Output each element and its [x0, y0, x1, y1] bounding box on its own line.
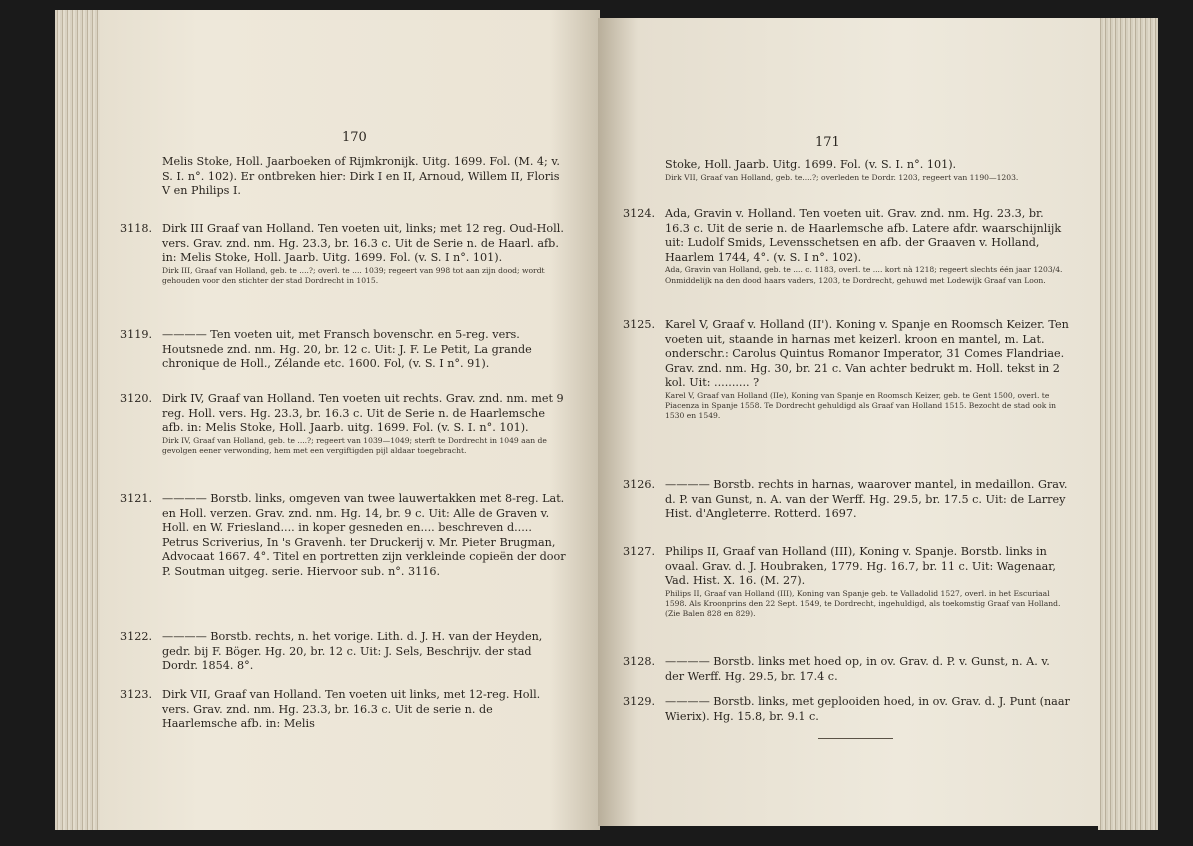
entry-text: ———— Borstb. links, omgeven van twee lauwertakken met 8-reg. Lat. en Holl. verzen. Grav. znd. nm. Hg. 14, br. 9 c. Uit: Alle de Graven v. Holl. en W. Friesland.... in koper gesneden en.... beschreven d..... Petrus Scriverius, In 's Gravenh. ter Druckerij v. Mr. Pieter Brugman, Advocaat 1667. 4°. Titel en portretten zijn verkleinde copieën der door P. Soutman uitgeg. serie. Hiervoor sub. n°. 3116. — [162, 492, 566, 578]
entry-text: ———— Borstb. links met hoed op, in ov. Grav. d. P. v. Gunst, n. A. v. der Werff. Hg. 29.5, br. 17.4 c. — [665, 655, 1050, 683]
entry-continued-left — [162, 155, 567, 199]
entry-3121 — [120, 492, 567, 580]
entry-3119 — [120, 328, 567, 372]
entry-number: 3122. — [120, 630, 153, 643]
entry-number: 3118. — [120, 222, 153, 235]
entry-note: Dirk IV, Graaf van Holland, geb. te ....?; regeert van 1039—1049; sterft te Dordrecht in 1049 aan de gevolgen eener verwonding, hem met een vergiftigden pijl aldaar toegebracht. — [162, 435, 547, 455]
entry-text: ———— Ten voeten uit, met Fransch bovenschr. en 5-reg. vers. Houtsnede znd. nm. Hg. 20, br. 12 c. Uit: J. F. Le Petit, La grande chronique de Holl., Zélande etc. 1600. Fol, (v. S. I n°. 91). — [162, 328, 532, 371]
left-page-edges — [55, 10, 105, 830]
entry-text: Philips II, Graaf van Holland (III), Koning v. Spanje. Borstb. links in ovaal. Grav. d. J. Houbraken, 1779. Hg. 16.7, br. 11 c. Uit: Wagenaar, Vad. Hist. X. 16. (M. 27). — [665, 545, 1056, 588]
entry-3118 — [120, 222, 567, 286]
entry-number: 3124. — [623, 207, 656, 220]
end-rule — [818, 738, 893, 739]
entry-number: 3120. — [120, 392, 153, 405]
entry-note: Karel V, Graaf van Holland (IIe), Koning van Spanje en Roomsch Keizer, geb. te Gent 1500, overl. te Piacenza in Spanje 1558. Te Dordrecht gehuldigd als Graaf van Holland 1515. Bezocht de stad ook in 1530 en 1549. — [665, 390, 1057, 421]
entry-text: Melis Stoke, Holl. Jaarboeken of Rijmkronijk. Uitg. 1699. Fol. (M. 4; v. S. I. n°. 102). Er ontbreken hier: Dirk I en II, Arnoud, Willem II, Floris V en Philips I. — [162, 155, 560, 198]
entry-number: 3128. — [623, 655, 656, 668]
entry-3128 — [623, 655, 1070, 684]
entry-note: Philips II, Graaf van Holland (III), Koning van Spanje geb. te Valladolid 1527, overl. in het Escuriaal 1598. Als Kroonprins den 22 Sept. 1549, te Dordrecht, ingehuldigd, als toekomstig Graaf van Holland. (Zie Balen 828 en 829). — [665, 588, 1061, 619]
right-page-edges — [1098, 18, 1158, 830]
right-page-number: 171 — [815, 135, 840, 150]
entry-text: Ada, Gravin v. Holland. Ten voeten uit. Grav. znd. nm. Hg. 23.3, br. 16.3 c. Uit de serie n. de Haarlemsche afb. Latere afdr. waarschijnlijk uit: Ludolf Smids, Levensschetsen en afb. der Graaven v. Holland, Haarlem 1744, 4°. (v. S. I n°. 102). — [665, 207, 1062, 264]
entry-number: 3119. — [120, 328, 153, 341]
entry-text: ———— Borstb. rechts in harnas, waarover mantel, in medaillon. Grav. d. P. van Gunst, n. A. van der Werff. Hg. 29.5, br. 17.5 c. Uit: de Larrey Hist. d'Angleterre. Rotterd. 1697. — [665, 478, 1068, 521]
entry-number: 3126. — [623, 478, 656, 491]
entry-number: 3123. — [120, 688, 153, 701]
entry-text: Karel V, Graaf v. Holland (II'). Koning v. Spanje en Roomsch Keizer. Ten voeten uit, staande in harnas met keizerl. kroon en mantel, m. Lat. onderschr.: Carolus Quintus Romanor Imperator, 31 Comes Flandriae. Grav. znd. nm. Hg. 30, br. 21 c. Van achter bedrukt m. Holl. tekst in 2 kol. Uit: .......... ? — [665, 318, 1069, 390]
entry-number: 3129. — [623, 695, 656, 708]
entry-continued-right — [665, 158, 1070, 183]
entry-number: 3127. — [623, 545, 656, 558]
entry-text: Dirk III Graaf van Holland. Ten voeten uit, links; met 12 reg. Oud-Holl. vers. Grav. znd. nm. Hg. 23.3, br. 16.3 c. Uit de Serie n. de Haarl. afb. in: Melis Stoke, Holl. Jaarb. Uitg. 1699. Fol. (v. S. I n°. 101). — [162, 222, 564, 265]
entry-3120 — [120, 392, 567, 456]
entry-3123 — [120, 688, 567, 732]
entry-3124 — [623, 207, 1070, 286]
entry-text: Dirk IV, Graaf van Holland. Ten voeten uit rechts. Grav. znd. nm. met 9 reg. Holl. vers. Hg. 23.3, br. 16.3 c. Uit de Serie n. de Haarlemsche afb. in: Melis Stoke, Holl. Jaarb. uitg. 1699. Fol. (v. S. I. n°. 101). — [162, 392, 564, 435]
entry-number: 3121. — [120, 492, 153, 505]
entry-text: Dirk VII, Graaf van Holland. Ten voeten uit links, met 12-reg. Holl. vers. Grav. znd. nm. Hg. 23.3, br. 16.3 c. Uit de serie n. de Haarlemsche afb. in: Melis — [162, 688, 541, 731]
entry-note: Dirk III, Graaf van Holland, geb. te ....?; overl. te .... 1039; regeert van 998 tot aan zijn dood; wordt gehouden voor den stichter der stad Dordrecht in 1015. — [162, 265, 545, 285]
entry-number: 3125. — [623, 318, 656, 331]
entry-text: Stoke, Holl. Jaarb. Uitg. 1699. Fol. (v. S. I. n°. 101). — [665, 158, 957, 171]
entry-note: Ada, Gravin van Holland, geb. te .... c. 1183, overl. te .... kort nà 1218; regeert slechts één jaar 1203/4. Onmiddelijk na den dood haars vaders, 1203, te Dordrecht, gehuwd met Lodewijk Graaf van Loon. — [665, 265, 1063, 285]
entry-3126 — [623, 478, 1070, 522]
entry-3127 — [623, 545, 1070, 619]
entry-note: Dirk VII, Graaf van Holland, geb. te....?; overleden te Dordr. 1203, regeert van 1190—1203. — [665, 172, 1019, 182]
entry-3125 — [623, 318, 1070, 422]
entry-text: ———— Borstb. links, met geplooiden hoed, in ov. Grav. d. J. Punt (naar Wierix). Hg. 15.8, br. 9.1 c. — [665, 695, 1070, 723]
entry-3129 — [623, 695, 1070, 724]
entry-text: ———— Borstb. rechts, n. het vorige. Lith. d. J. H. van der Heyden, gedr. bij F. Böger. Hg. 20, br. 12 c. Uit: J. Sels, Beschrijv. der stad Dordr. 1854. 8°. — [162, 630, 543, 673]
left-page-number: 170 — [342, 130, 367, 145]
entry-3122 — [120, 630, 567, 674]
